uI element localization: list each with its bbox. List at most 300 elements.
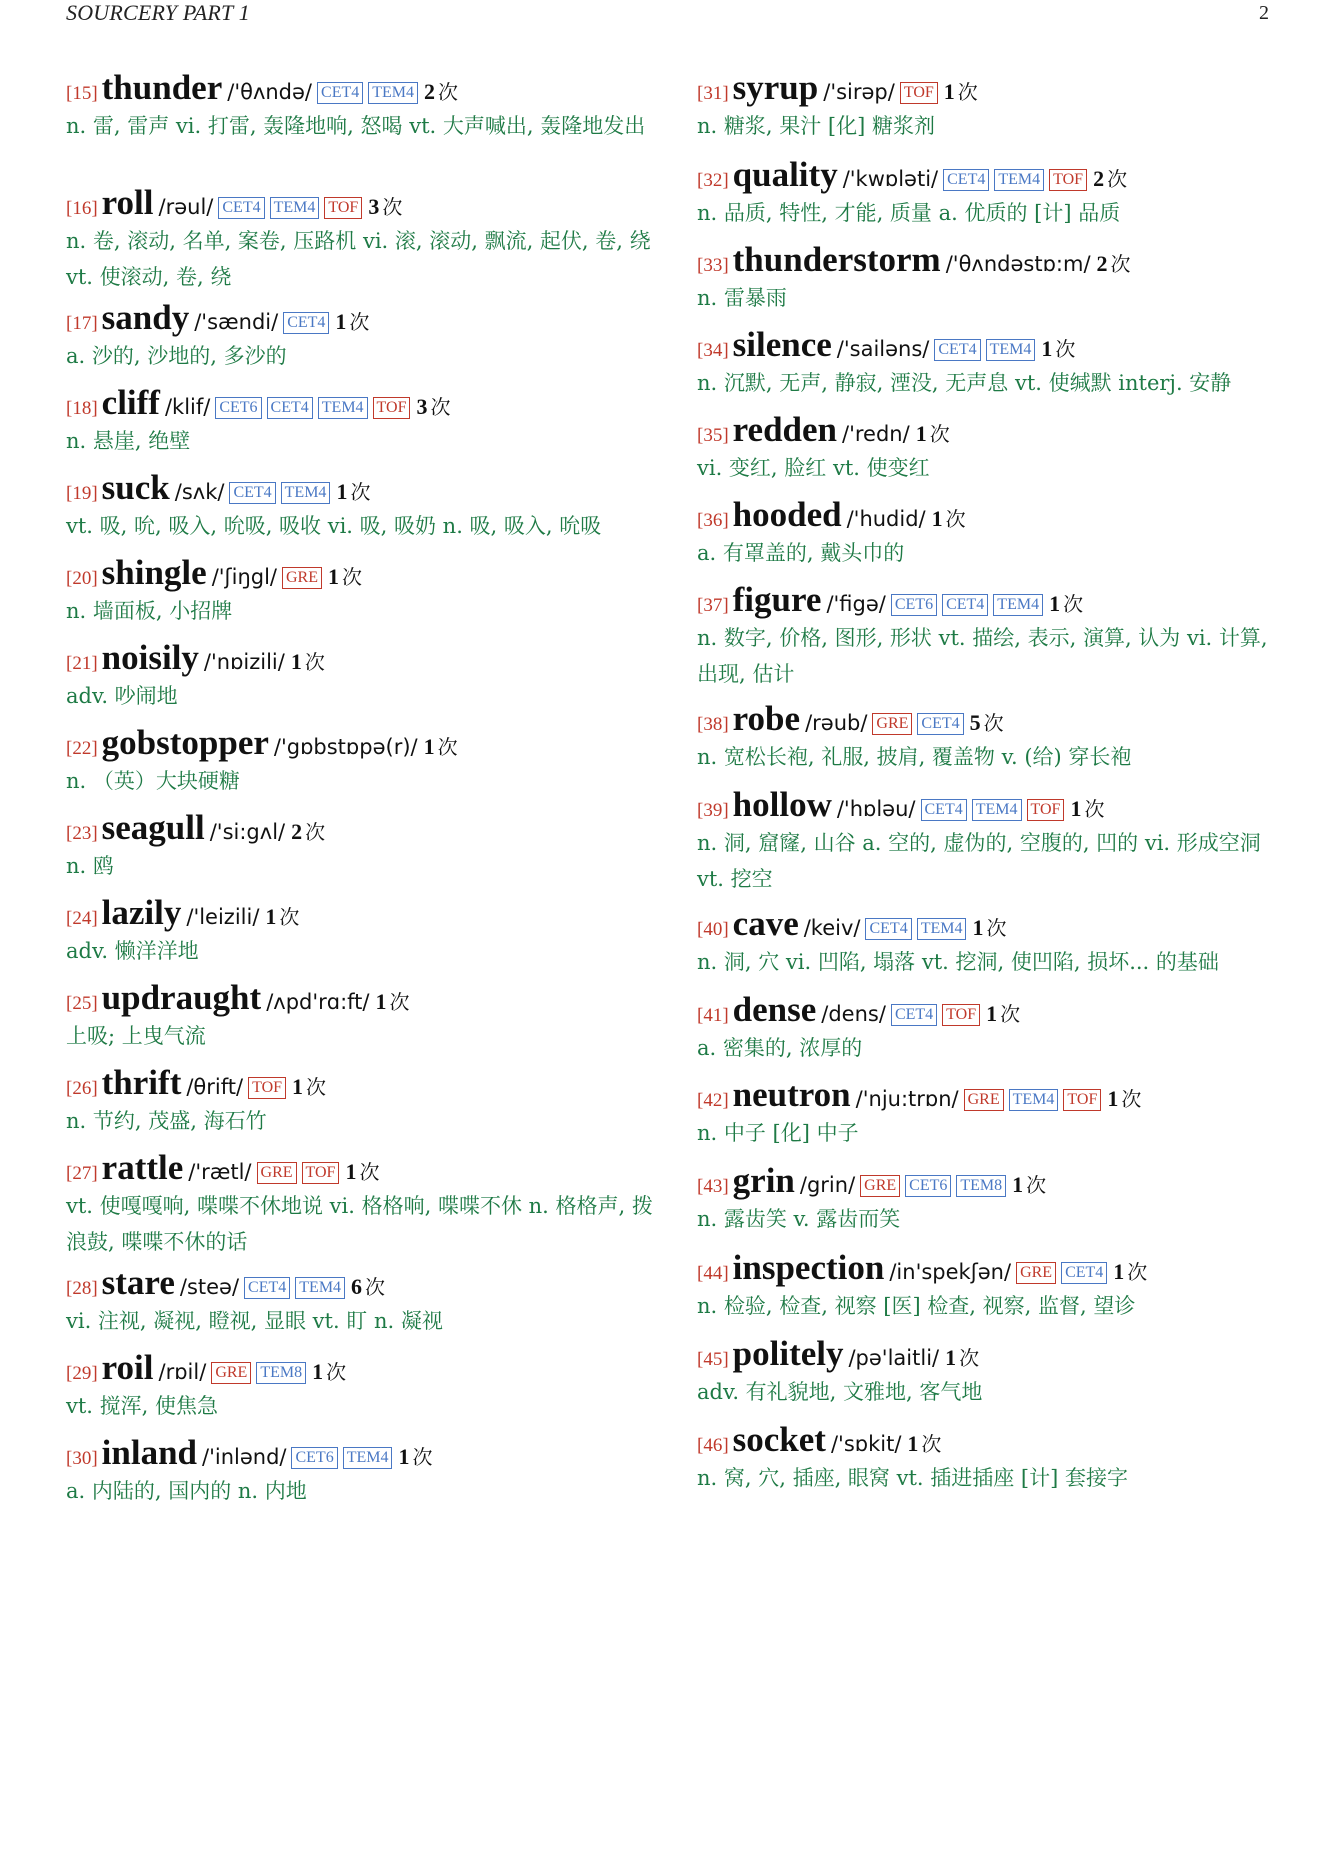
exam-tag: TOF <box>248 1077 286 1099</box>
definition: n. 鸥 <box>66 854 114 878</box>
headword: lazily <box>101 893 182 932</box>
entry-headline <box>66 1346 666 1390</box>
phonetic: /'sailəns/ <box>836 337 930 361</box>
definition: vt. 吸, 吮, 吸入, 吮吸, 吸收 vi. 吸, 吸奶 n. 吸, 吸入, 吮吸 <box>66 514 602 538</box>
headword: cave <box>732 904 799 943</box>
exam-tag: TOF <box>302 1162 340 1184</box>
entry-number: [28] <box>66 1278 98 1299</box>
definition: n. 沉默, 无声, 静寂, 湮没, 无声息 vt. 使缄默 interj. 安静 <box>697 371 1232 395</box>
vocab-entry <box>66 806 666 884</box>
entry-number: [29] <box>66 1363 98 1384</box>
definition: n. 雷暴雨 <box>697 286 787 310</box>
entry-headline <box>66 296 666 340</box>
frequency-count: 2 <box>291 819 303 844</box>
frequency-unit: 次 <box>342 565 362 589</box>
definition: adv. 懒洋洋地 <box>66 939 199 963</box>
exam-tag: CET4 <box>943 169 989 191</box>
headword: sandy <box>101 298 190 337</box>
headword: figure <box>732 580 822 619</box>
headword: robe <box>732 699 801 738</box>
phonetic: /'rætl/ <box>188 1160 252 1184</box>
headword: shingle <box>101 553 207 592</box>
entry-number: [41] <box>697 1005 729 1026</box>
frequency-unit: 次 <box>382 195 403 219</box>
frequency-count: 1 <box>312 1359 324 1384</box>
entry-number: [30] <box>66 1448 98 1469</box>
frequency-unit: 次 <box>957 80 978 104</box>
entry-headline <box>697 1159 1277 1203</box>
phonetic: /rɒil/ <box>158 1360 207 1384</box>
frequency-count: 1 <box>943 79 955 104</box>
vocab-entry <box>66 1061 666 1139</box>
exam-tag: CET6 <box>905 1175 951 1197</box>
definition: n. 糖浆, 果汁 [化] 糖浆剂 <box>697 114 935 138</box>
headword: inland <box>101 1433 198 1472</box>
frequency-count: 1 <box>1107 1086 1119 1111</box>
frequency-count: 2 <box>424 79 436 104</box>
entry-number: [20] <box>66 568 98 589</box>
entry-headline <box>697 988 1277 1032</box>
entry-headline <box>66 1061 666 1105</box>
entry-number: [34] <box>697 340 729 361</box>
vocab-entry <box>66 466 666 544</box>
vocab-entry <box>697 1159 1277 1237</box>
definition: vi. 注视, 凝视, 瞪视, 显眼 vt. 盯 n. 凝视 <box>66 1309 443 1333</box>
phonetic: /'inlənd/ <box>202 1445 287 1469</box>
entry-headline <box>66 806 666 850</box>
frequency-count: 1 <box>423 734 435 759</box>
phonetic: /sʌk/ <box>174 480 225 504</box>
phonetic: /'si:gʌl/ <box>209 820 286 844</box>
definition: 上吸; 上曳气流 <box>66 1024 206 1048</box>
definition: a. 有罩盖的, 戴头巾的 <box>697 541 905 565</box>
entry-headline <box>66 1146 666 1190</box>
phonetic: /'hɒləu/ <box>836 797 916 821</box>
definition: vt. 搅浑, 使焦急 <box>66 1394 219 1418</box>
entry-number: [46] <box>697 1435 729 1456</box>
headword: neutron <box>732 1075 851 1114</box>
phonetic: /ʌpd'rɑ:ft/ <box>266 990 370 1014</box>
exam-tag: CET4 <box>283 312 329 334</box>
exam-tag: TOF <box>1049 169 1087 191</box>
entry-headline <box>697 153 1277 197</box>
vocab-entry <box>66 1431 666 1509</box>
definition: n. 宽松长袍, 礼服, 披肩, 覆盖物 v. (给) 穿长袍 <box>697 745 1132 769</box>
headword: hollow <box>732 785 832 824</box>
frequency-unit: 次 <box>959 1346 980 1370</box>
definition: vt. 使嘎嘎响, 喋喋不休地说 vi. 格格响, 喋喋不休 n. 格格声, 拨浪鼓, 喋喋不休的话 <box>66 1194 653 1254</box>
frequency-count: 1 <box>292 1074 304 1099</box>
entry-headline <box>697 1073 1277 1117</box>
entry-number: [31] <box>697 83 729 104</box>
entry-number: [25] <box>66 993 98 1014</box>
phonetic: /grin/ <box>799 1173 856 1197</box>
vocab-entry <box>697 1332 1277 1410</box>
exam-tag: CET4 <box>317 82 363 104</box>
frequency-count: 1 <box>1070 796 1082 821</box>
entry-number: [35] <box>697 425 729 446</box>
vocab-entry <box>697 153 1277 231</box>
phonetic: /'kwɒləti/ <box>842 167 939 191</box>
vocab-entry <box>66 636 666 714</box>
entry-headline <box>66 551 666 595</box>
entry-number: [45] <box>697 1349 729 1370</box>
exam-tag: CET6 <box>891 594 937 616</box>
definition: n. 中子 [化] 中子 <box>697 1121 859 1145</box>
entry-number: [19] <box>66 483 98 504</box>
exam-tag: GRE <box>860 1175 900 1197</box>
frequency-count: 1 <box>398 1444 410 1469</box>
frequency-unit: 次 <box>986 916 1007 940</box>
definition: n. 数字, 价格, 图形, 形状 vt. 描绘, 表示, 演算, 认为 vi. 计算, 出现, 估计 <box>697 626 1268 686</box>
exam-tag: CET4 <box>942 594 988 616</box>
exam-tag: CET4 <box>267 397 313 419</box>
headword: hooded <box>732 495 842 534</box>
frequency-unit: 次 <box>945 507 966 531</box>
exam-tag: CET4 <box>917 713 963 735</box>
frequency-unit: 次 <box>279 905 300 929</box>
vocab-entry <box>66 181 666 295</box>
entry-headline <box>697 1418 1277 1462</box>
exam-tag: GRE <box>1016 1262 1056 1284</box>
headword: syrup <box>732 68 819 107</box>
vocab-entry <box>697 323 1277 401</box>
entry-headline <box>66 721 666 765</box>
headword: stare <box>101 1263 175 1302</box>
frequency-unit: 次 <box>350 480 371 504</box>
phonetic: /rəub/ <box>805 711 868 735</box>
exam-tag: TOF <box>1027 799 1065 821</box>
entry-number: [22] <box>66 738 98 759</box>
page-number: 2 <box>1259 2 1269 24</box>
frequency-count: 1 <box>1113 1259 1125 1284</box>
frequency-unit: 次 <box>983 711 1004 735</box>
frequency-unit: 次 <box>412 1445 433 1469</box>
frequency-count: 5 <box>969 710 981 735</box>
phonetic: /'hudid/ <box>846 507 926 531</box>
entry-headline <box>66 636 666 680</box>
frequency-count: 1 <box>986 1001 998 1026</box>
exam-tag: TEM4 <box>1009 1089 1059 1111</box>
entry-number: [21] <box>66 653 98 674</box>
definition: n. 墙面板, 小招牌 <box>66 599 233 623</box>
exam-tag: GRE <box>872 713 912 735</box>
phonetic: /'sirəp/ <box>823 80 895 104</box>
phonetic: /'sɒkit/ <box>830 1432 902 1456</box>
exam-tag: TEM4 <box>917 918 967 940</box>
entry-headline <box>697 66 1277 110</box>
frequency-count: 1 <box>1049 591 1061 616</box>
entry-number: [39] <box>697 800 729 821</box>
headword: politely <box>732 1334 844 1373</box>
definition: adv. 吵闹地 <box>66 684 178 708</box>
entry-number: [33] <box>697 255 729 276</box>
definition: a. 内陆的, 国内的 n. 内地 <box>66 1479 307 1503</box>
phonetic: /pə'laitli/ <box>848 1346 940 1370</box>
phonetic: /keiv/ <box>803 916 861 940</box>
definition: n. 露齿笑 v. 露齿而笑 <box>697 1207 901 1231</box>
entry-number: [23] <box>66 823 98 844</box>
phonetic: /'ʃiŋgl/ <box>211 565 277 589</box>
entry-number: [42] <box>697 1090 729 1111</box>
exam-tag: TOF <box>1063 1089 1101 1111</box>
exam-tag: TEM4 <box>295 1277 345 1299</box>
entry-headline <box>697 1246 1277 1290</box>
exam-tag: GRE <box>257 1162 297 1184</box>
vocab-entry <box>697 1246 1277 1324</box>
phonetic: /'gɒbstɒpə(r)/ <box>273 735 418 759</box>
page-header-title: SOURCERY PART 1 <box>66 0 250 25</box>
vocab-entry <box>66 891 666 969</box>
frequency-count: 1 <box>907 1431 919 1456</box>
phonetic: /'redn/ <box>842 422 910 446</box>
entry-headline <box>697 697 1277 741</box>
exam-tag: TOF <box>942 1004 980 1026</box>
exam-tag: GRE <box>211 1362 251 1384</box>
frequency-unit: 次 <box>326 1360 347 1384</box>
entry-headline <box>697 578 1277 622</box>
frequency-unit: 次 <box>1000 1002 1021 1026</box>
frequency-unit: 次 <box>305 820 326 844</box>
definition: n. 洞, 窟窿, 山谷 a. 空的, 虚伪的, 空腹的, 凹的 vi. 形成空洞 vt. 挖空 <box>697 831 1261 891</box>
definition: n. 节约, 茂盛, 海石竹 <box>66 1109 267 1133</box>
entry-headline <box>66 891 666 935</box>
vocab-entry <box>697 1073 1277 1151</box>
vocab-entry <box>697 1418 1277 1496</box>
exam-tag: CET4 <box>891 1004 937 1026</box>
frequency-unit: 次 <box>1107 167 1128 191</box>
frequency-count: 1 <box>1012 1172 1024 1197</box>
entry-headline <box>66 66 666 110</box>
vocab-entry <box>66 1346 666 1424</box>
vocab-entry <box>66 66 666 144</box>
exam-tag: TEM8 <box>956 1175 1006 1197</box>
entry-headline <box>66 381 666 425</box>
vocab-entry <box>66 1261 666 1339</box>
exam-tag: TEM4 <box>972 799 1022 821</box>
definition: adv. 有礼貌地, 文雅地, 客气地 <box>697 1380 983 1404</box>
frequency-unit: 次 <box>306 1075 327 1099</box>
headword: noisily <box>101 638 199 677</box>
frequency-unit: 次 <box>430 395 451 419</box>
definition: n. 检验, 检查, 视察 [医] 检查, 视察, 监督, 望诊 <box>697 1294 1136 1318</box>
headword: thunder <box>101 68 223 107</box>
frequency-count: 3 <box>416 394 428 419</box>
frequency-count: 1 <box>375 989 387 1014</box>
headword: thunderstorm <box>732 240 941 279</box>
vocab-entry <box>697 493 1277 571</box>
exam-tag: CET4 <box>218 197 264 219</box>
headword: dense <box>732 990 817 1029</box>
frequency-unit: 次 <box>389 990 410 1014</box>
definition: vi. 变红, 脸红 vt. 使变红 <box>697 456 930 480</box>
headword: seagull <box>101 808 205 847</box>
exam-tag: GRE <box>964 1089 1004 1111</box>
frequency-unit: 次 <box>1121 1087 1142 1111</box>
exam-tag: TEM4 <box>994 169 1044 191</box>
headword: grin <box>732 1161 795 1200</box>
frequency-unit: 次 <box>365 1275 386 1299</box>
exam-tag: TOF <box>373 397 411 419</box>
exam-tag: TOF <box>900 82 938 104</box>
definition: n. 卷, 滚动, 名单, 案卷, 压路机 vi. 滚, 滚动, 飘流, 起伏, 卷, 绕 vt. 使滚动, 卷, 绕 <box>66 229 651 289</box>
frequency-unit: 次 <box>921 1432 942 1456</box>
entry-headline <box>66 181 666 225</box>
headword: roil <box>101 1348 154 1387</box>
entry-number: [26] <box>66 1078 98 1099</box>
exam-tag: CET4 <box>229 482 275 504</box>
entry-number: [44] <box>697 1263 729 1284</box>
frequency-count: 1 <box>931 506 943 531</box>
entry-number: [27] <box>66 1163 98 1184</box>
phonetic: /in'spekʃən/ <box>889 1260 1012 1284</box>
frequency-count: 2 <box>1093 166 1105 191</box>
entry-number: [32] <box>697 170 729 191</box>
exam-tag: CET4 <box>921 799 967 821</box>
phonetic: /dens/ <box>821 1002 886 1026</box>
exam-tag: TEM8 <box>256 1362 306 1384</box>
entry-number: [17] <box>66 313 98 334</box>
entry-number: [43] <box>697 1176 729 1197</box>
definition: n. （英）大块硬糖 <box>66 769 240 793</box>
definition: n. 悬崖, 绝壁 <box>66 429 191 453</box>
phonetic: /'nɒizili/ <box>203 650 285 674</box>
entry-number: [15] <box>66 83 98 104</box>
phonetic: /'leizili/ <box>186 905 260 929</box>
entry-number: [37] <box>697 595 729 616</box>
exam-tag: CET4 <box>934 339 980 361</box>
entry-headline <box>697 323 1277 367</box>
definition: n. 品质, 特性, 才能, 质量 a. 优质的 [计] 品质 <box>697 201 1121 225</box>
headword: gobstopper <box>101 723 269 762</box>
headword: quality <box>732 155 838 194</box>
vocab-entry <box>66 296 666 374</box>
exam-tag: GRE <box>282 567 322 589</box>
headword: inspection <box>732 1248 885 1287</box>
exam-tag: TEM4 <box>281 482 331 504</box>
phonetic: /'θʌndə/ <box>227 80 313 104</box>
frequency-unit: 次 <box>349 310 370 334</box>
entry-headline <box>66 466 666 510</box>
entry-headline <box>697 902 1277 946</box>
frequency-count: 1 <box>290 649 302 674</box>
definition: n. 洞, 穴 vi. 凹陷, 塌落 vt. 挖洞, 使凹陷, 损坏... 的基础 <box>697 950 1219 974</box>
exam-tag: CET4 <box>865 918 911 940</box>
exam-tag: CET4 <box>1061 1262 1107 1284</box>
exam-tag: CET6 <box>291 1447 337 1469</box>
frequency-count: 1 <box>1041 336 1053 361</box>
exam-tag: TEM4 <box>318 397 368 419</box>
frequency-count: 1 <box>972 915 984 940</box>
headword: silence <box>732 325 832 364</box>
frequency-count: 6 <box>351 1274 363 1299</box>
phonetic: /'sændi/ <box>194 310 279 334</box>
entry-number: [24] <box>66 908 98 929</box>
phonetic: /'nju:trɒn/ <box>855 1087 959 1111</box>
entry-headline <box>697 493 1277 537</box>
frequency-unit: 次 <box>359 1160 380 1184</box>
vocab-entry <box>697 902 1277 980</box>
exam-tag: TEM4 <box>343 1447 393 1469</box>
vocab-entry <box>697 408 1277 486</box>
frequency-unit: 次 <box>1110 252 1131 276</box>
vocab-entry <box>66 381 666 459</box>
frequency-count: 1 <box>336 479 348 504</box>
definition: n. 窝, 穴, 插座, 眼窝 vt. 插进插座 [计] 套接字 <box>697 1466 1128 1490</box>
definition: a. 密集的, 浓厚的 <box>697 1036 863 1060</box>
frequency-unit: 次 <box>1084 797 1105 821</box>
frequency-unit: 次 <box>304 650 325 674</box>
frequency-count: 1 <box>335 309 347 334</box>
entry-number: [18] <box>66 398 98 419</box>
phonetic: /steə/ <box>179 1275 240 1299</box>
phonetic: /'figə/ <box>826 592 886 616</box>
entry-headline <box>66 976 666 1020</box>
headword: redden <box>732 410 838 449</box>
entry-headline <box>697 783 1277 827</box>
entry-number: [16] <box>66 198 98 219</box>
phonetic: /rəul/ <box>158 195 214 219</box>
entry-headline <box>697 1332 1277 1376</box>
vocab-entry <box>697 578 1277 692</box>
frequency-unit: 次 <box>1055 337 1076 361</box>
headword: roll <box>101 183 154 222</box>
headword: thrift <box>101 1063 182 1102</box>
entry-headline <box>697 408 1277 452</box>
headword: rattle <box>101 1148 184 1187</box>
exam-tag: TOF <box>324 197 362 219</box>
frequency-count: 1 <box>945 1345 957 1370</box>
vocab-entry <box>697 988 1277 1066</box>
headword: updraught <box>101 978 262 1017</box>
exam-tag: TEM4 <box>368 82 418 104</box>
phonetic: /'θʌndəstɒ:m/ <box>945 252 1091 276</box>
entry-headline <box>697 238 1277 282</box>
entry-number: [36] <box>697 510 729 531</box>
vocab-entry <box>66 721 666 799</box>
entry-headline <box>66 1431 666 1475</box>
frequency-unit: 次 <box>1127 1260 1148 1284</box>
frequency-count: 2 <box>1096 251 1108 276</box>
entry-number: [38] <box>697 714 729 735</box>
frequency-unit: 次 <box>1026 1173 1047 1197</box>
headword: suck <box>101 468 170 507</box>
frequency-count: 1 <box>265 904 277 929</box>
vocab-entry <box>697 783 1277 897</box>
vocab-entry <box>66 1146 666 1260</box>
frequency-count: 1 <box>915 421 927 446</box>
exam-tag: CET4 <box>244 1277 290 1299</box>
exam-tag: CET6 <box>215 397 261 419</box>
vocab-entry <box>697 697 1277 775</box>
frequency-unit: 次 <box>437 735 458 759</box>
phonetic: /klif/ <box>164 395 211 419</box>
frequency-count: 3 <box>368 194 380 219</box>
vocab-entry <box>697 66 1277 144</box>
frequency-count: 1 <box>328 564 339 589</box>
entry-headline <box>66 1261 666 1305</box>
exam-tag: TEM4 <box>270 197 320 219</box>
frequency-unit: 次 <box>929 422 950 446</box>
exam-tag: TEM4 <box>993 594 1043 616</box>
definition: n. 雷, 雷声 vi. 打雷, 轰隆地响, 怒喝 vt. 大声喊出, 轰隆地发出 <box>66 114 646 138</box>
exam-tag: TEM4 <box>986 339 1036 361</box>
entry-number: [40] <box>697 919 729 940</box>
phonetic: /θrift/ <box>186 1075 244 1099</box>
headword: socket <box>732 1420 826 1459</box>
vocab-entry <box>66 551 666 629</box>
vocab-entry <box>66 976 666 1054</box>
